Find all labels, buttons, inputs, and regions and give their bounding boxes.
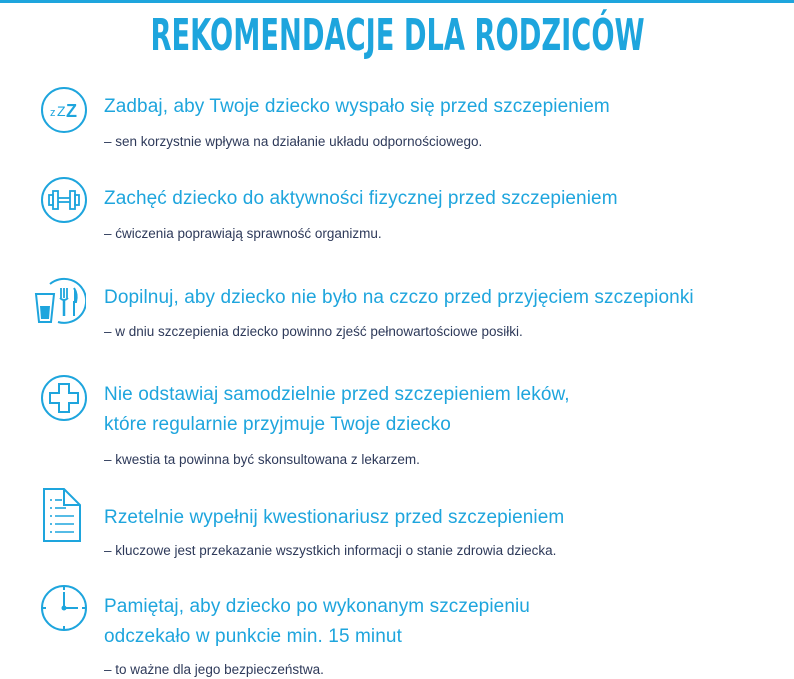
item-description: – kluczowe jest przekazanie wszystkich informacji o stanie zdrowia dziecka. xyxy=(104,543,557,558)
page-title: REKOMENDACJE DLA RODZICÓW xyxy=(150,10,645,61)
item-heading: Rzetelnie wypełnij kwestionariusz przed szczepieniem xyxy=(104,507,565,528)
questionnaire-document-icon xyxy=(42,488,82,542)
medical-cross-icon xyxy=(40,374,88,422)
item-description: – to ważne dla jego bezpieczeństwa. xyxy=(104,662,324,677)
sleep-zzz-icon xyxy=(40,86,88,134)
item-description: – kwestia ta powinna być skonsultowana z lekarzem. xyxy=(104,452,420,467)
item-heading: Zachęć dziecko do aktywności fizycznej przed szczepieniem xyxy=(104,188,618,209)
svg-text:z: z xyxy=(50,107,56,119)
top-accent-bar xyxy=(0,0,794,3)
item-heading-line-2: które regularnie przyjmuje Twoje dziecko xyxy=(104,414,451,435)
item-heading: Zadbaj, aby Twoje dziecko wyspało się przed szczepieniem xyxy=(104,96,610,117)
svg-text:Z: Z xyxy=(57,103,66,119)
clock-icon xyxy=(40,584,88,632)
item-heading: Pamiętaj, aby dziecko po wykonanym szczepieniu xyxy=(104,596,530,617)
item-heading: Nie odstawiaj samodzielnie przed szczepieniem leków, xyxy=(104,384,570,405)
item-description: – w dniu szczepienia dziecko powinno zjeść pełnowartościowe posiłki. xyxy=(104,324,523,339)
svg-text:Z: Z xyxy=(66,101,77,121)
item-description: – sen korzystnie wpływa na działanie układu odpornościowego. xyxy=(104,134,483,149)
item-heading: Dopilnuj, aby dziecko nie było na czczo przed przyjęciem szczepionki xyxy=(104,287,694,308)
item-description: – ćwiczenia poprawiają sprawność organizmu. xyxy=(104,226,382,241)
dumbbell-icon xyxy=(40,176,88,224)
item-heading-line-2: odczekało w punkcie min. 15 minut xyxy=(104,626,402,647)
meal-glass-cutlery-icon xyxy=(34,274,86,326)
